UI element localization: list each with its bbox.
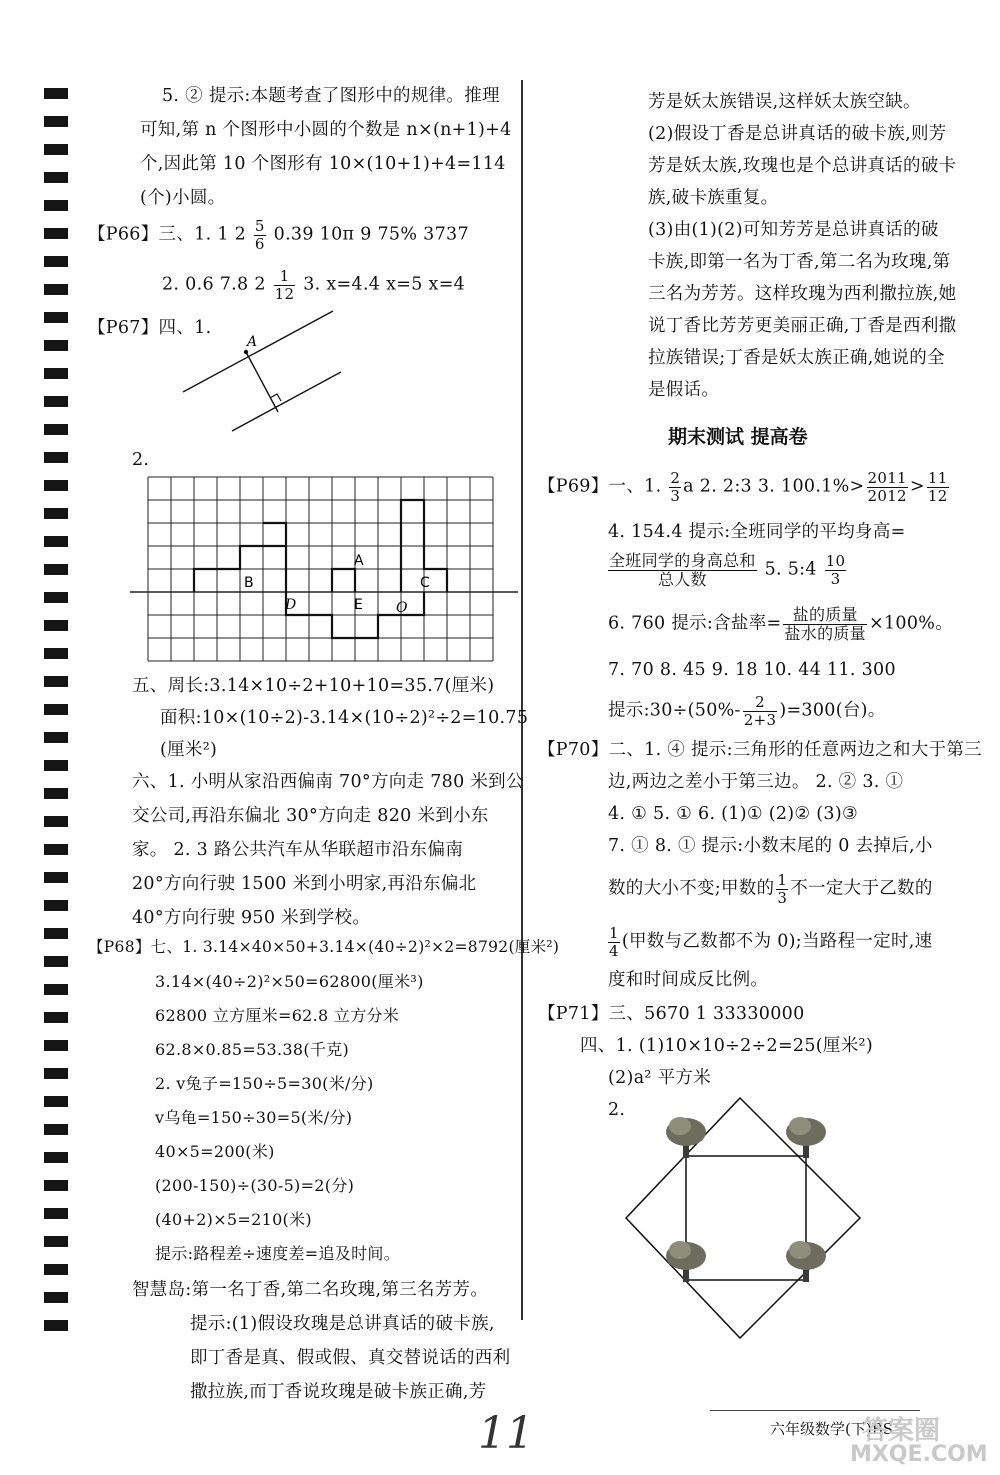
watermark-logo: 答案圈 — [862, 1416, 941, 1446]
p69-line2: 4. 154.4 提示:全班同学的平均身高= — [608, 522, 906, 542]
p70-line7: 度和时间成反比例。 — [608, 970, 769, 990]
right-cont-line5: (3)由(1)(2)可知芳芳是总讲真话的破 — [648, 220, 939, 240]
right-cont-line8: 说丁香比芳芳更美丽正确,丁香是西利撒 — [648, 316, 957, 336]
fraction: $\frac{\text{全班同学的身高总和}}{\text{总人数}}$ — [609, 551, 756, 589]
right-cont-line3: 芳是妖太族,玫瑰也是个总讲真话的破卡 — [648, 156, 957, 176]
q5b-line2: 面积:10×(10÷2)-3.14×(10÷2)²÷2=10.75 — [160, 708, 529, 728]
p68-line3: 62800 立方厘米=62.8 立方分米 — [155, 1006, 400, 1025]
p68-line5: 2. v兔子=150÷5=30(米/分) — [155, 1074, 374, 1093]
p70-line6: $\frac{1}{4}$ (甲数与乙数都不为 0);当路程一定时,速 — [609, 924, 933, 960]
p68-line8: (200-150)÷(30-5)=2(分) — [155, 1176, 355, 1195]
q6-line1: 六、1. 小明从家沿西偏南 70°方向走 780 米到公 — [132, 772, 524, 792]
fraction: $\frac{11}{12}$ — [927, 469, 948, 505]
q5b-line3: (厘米²) — [160, 740, 218, 760]
p68-line9: (40+2)×5=210(米) — [155, 1210, 312, 1229]
p70-line1: 【P70】二、1. ④ 提示:三角形的任意两边之和大于第三 — [538, 740, 982, 760]
grid-label-d: D — [285, 597, 297, 613]
p70-line2: 边,两边之差小于第三边。 2. ② 3. ① — [608, 772, 904, 792]
p68-line7: 40×5=200(米) — [155, 1142, 275, 1161]
zhd-line4: 撒拉族,而丁香说玫瑰是破卡族正确,芳 — [190, 1382, 487, 1402]
p69-line4: 6. 760 提示:含盐率= $\frac{\text{盐的质量}}{\text{盐水的质量}}$ ×100%。 — [608, 605, 953, 643]
grid-label-e: E — [354, 597, 363, 613]
q6-line2: 交公司,再沿东偏北 30°方向走 820 米到小东 — [132, 806, 489, 826]
tree-icon — [786, 1241, 826, 1282]
p66-line2: 2. 0.6 7.8 2 $\frac{1}{12}$ 3. x=4.4 x=5 x=4 — [162, 267, 466, 303]
p69-tag: 【P69】一、1. — [538, 476, 662, 497]
grid-label-a: A — [354, 553, 364, 569]
grid-diagram — [130, 475, 520, 665]
tree-icon — [666, 1241, 706, 1282]
p66-tag: 【P66】三、 — [88, 224, 195, 245]
q6-line4: 20°方向行驶 1500 米到小明家,再沿东偏北 — [132, 874, 477, 894]
fraction: $\frac{\text{盐的质量}}{\text{盐水的质量}}$ — [784, 605, 866, 643]
fraction: $\frac{1}{12}$ — [274, 267, 295, 303]
right-cont-line10: 是假话。 — [648, 380, 720, 400]
p71-line1: 【P71】三、5670 1 33330000 — [538, 1004, 805, 1024]
p68-line10: 提示:路程差÷速度差=追及时间。 — [155, 1244, 401, 1263]
fraction: $\frac{2011}{2012}$ — [867, 469, 907, 505]
right-cont-line2: (2)假设丁香是总讲真话的破卡族,则芳 — [648, 124, 947, 144]
tree-square-diagram — [620, 1090, 870, 1342]
p68-line6: v乌龟=150÷30=5(米/分) — [155, 1108, 353, 1127]
q5-line1: 5. ② 提示:本题考查了图形中的规律。推理 — [162, 86, 500, 106]
right-cont-line7: 三名为芳芳。这样玫瑰为西利撒拉族,她 — [648, 284, 957, 304]
grid-label-c: C — [420, 575, 430, 591]
fraction: $\frac{2}{3}$ — [670, 469, 681, 505]
right-cont-line6: 卡族,即第一名为丁香,第二名为玫瑰,第 — [648, 252, 951, 272]
fraction: $\frac{2}{2+3}$ — [743, 693, 777, 729]
right-cont-line9: 拉族错误;丁香是妖太族正确,她说的全 — [648, 348, 945, 368]
right-cont-line4: 族,破卡族重复。 — [648, 188, 779, 208]
p67-tag: 【P67】四、1. — [88, 318, 212, 338]
zhd-line2: 提示:(1)假设玫瑰是总讲真话的破卡族, — [190, 1314, 495, 1334]
q5-line4: (个)小圆。 — [140, 188, 226, 208]
q2-label: 2. — [132, 450, 150, 470]
p70-line5: 数的大小不变;甲数的 $\frac{1}{3}$ 不一定大于乙数的 — [608, 871, 933, 907]
grid-label-b: B — [244, 575, 254, 591]
p69-line1: 【P69】一、1. $\frac{2}{3}$ a 2. 2:3 3. 100.1%> $\frac{2011}{2012}$ > $\frac{11}{12}$ — [538, 469, 948, 505]
point-a-label: A — [247, 334, 258, 350]
watermark-url: MXQE.COM — [850, 1442, 988, 1467]
fraction: $\frac{10}{3}$ — [825, 552, 846, 588]
p71-line3: (2)a² 平方米 — [608, 1068, 711, 1088]
tree-icon — [666, 1117, 706, 1158]
footer-grade: 六年级数学(下)BS — [770, 1420, 894, 1438]
fraction: $\frac{5}{6}$ — [254, 217, 265, 253]
right-cont-line1: 芳是妖太族错误,这样妖太族空缺。 — [648, 92, 921, 112]
p70-line3: 4. ① 5. ① 6. (1)① (2)② (3)③ — [608, 804, 858, 824]
q6-line5: 40°方向行驶 950 米到学校。 — [132, 908, 371, 928]
p71-line4: 2. — [608, 1100, 626, 1120]
fraction: $\frac{1}{3}$ — [777, 871, 788, 907]
q6-line3: 家。 2. 3 路公共汽车从华联超市沿东偏南 — [132, 840, 464, 860]
page-number: 11 — [478, 1408, 534, 1459]
column-divider — [521, 80, 523, 1320]
grid-label-o: O — [396, 600, 408, 616]
q5b-line1: 五、周长:3.14×10÷2+10+10=35.7(厘米) — [132, 676, 495, 696]
p70-line4: 7. ① 8. ① 提示:小数末尾的 0 去掉后,小 — [608, 836, 933, 856]
p69-line3: $\frac{\text{全班同学的身高总和}}{\text{总人数}}$ 5. 5:4 $\frac{10}{3}$ — [609, 551, 846, 589]
zhd-line3: 即丁香是真、假或假、真交替说话的西利 — [190, 1348, 511, 1368]
tree-icon — [786, 1117, 826, 1158]
p69-line6: 提示:30÷(50%- $\frac{2}{2+3}$ )=300(台)。 — [608, 693, 886, 729]
q5-line3: 个,因此第 10 个图形有 10×(10+1)+4=114 — [140, 154, 506, 174]
p69-line5: 7. 70 8. 45 9. 18 10. 44 11. 300 — [608, 660, 896, 680]
p71-line2: 四、1. (1)10×10÷2÷2=25(厘米²) — [580, 1036, 873, 1056]
section-heading: 期末测试 提高卷 — [668, 426, 808, 448]
q5-line2: 可知,第 n 个图形中小圆的个数是 n×(n+1)+4 — [140, 120, 512, 140]
p68-line1: 【P68】七、1. 3.14×40×50+3.14×(40÷2)²×2=8792(厘米²) — [88, 938, 560, 956]
zhd-line1: 智慧岛:第一名丁香,第二名玫瑰,第三名芳芳。 — [132, 1280, 489, 1300]
parallel-lines-diagram — [175, 305, 345, 440]
fraction: $\frac{1}{4}$ — [609, 924, 619, 960]
p66-line1: 【P66】三、1. 1 2 $\frac{5}{6}$ 0.39 10π 9 75% 3737 — [88, 217, 469, 253]
p68-line2: 3.14×(40÷2)²×50=62800(厘米³) — [155, 972, 424, 991]
p68-line4: 62.8×0.85=53.38(千克) — [155, 1040, 350, 1059]
